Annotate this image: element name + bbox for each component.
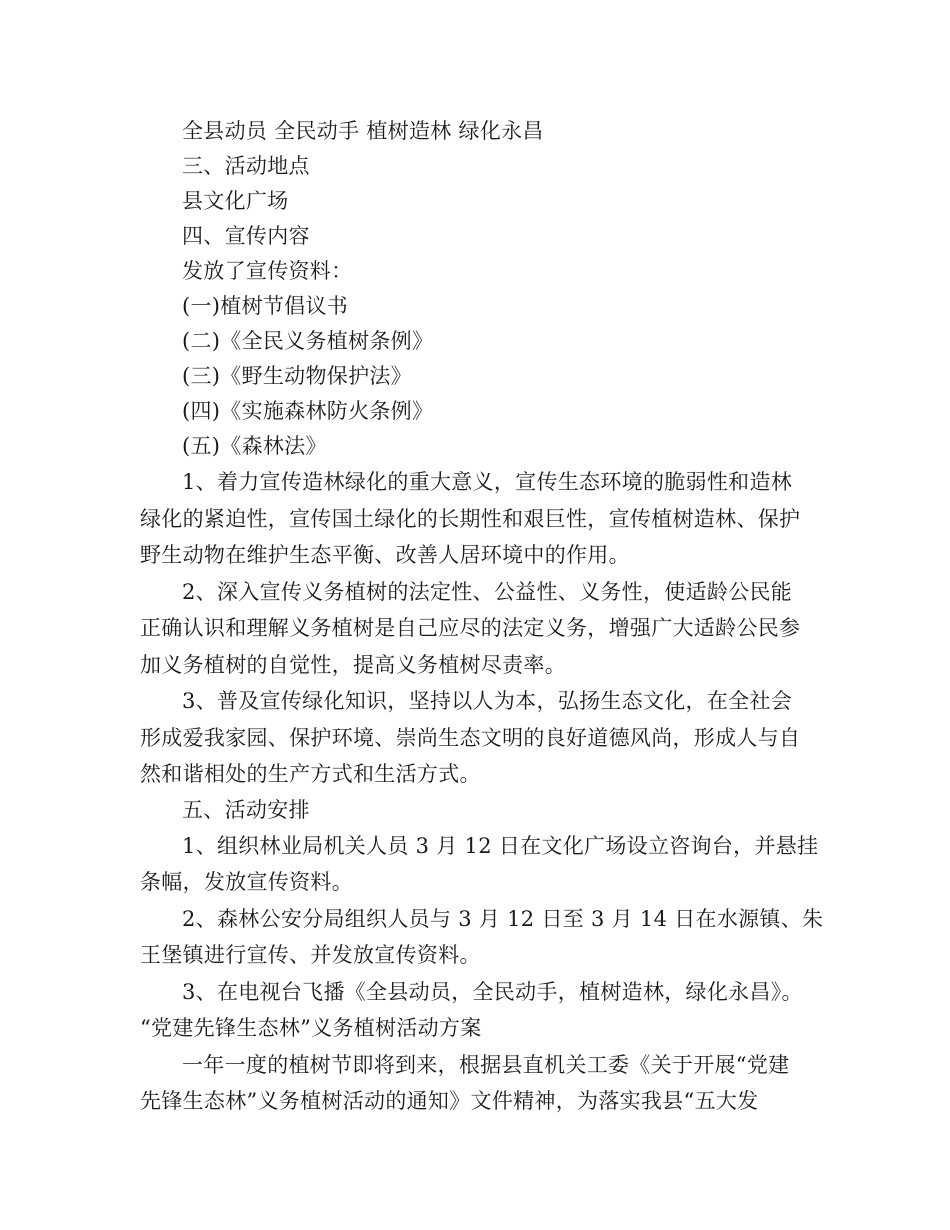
- paragraph-line: 1、着力宣传造林绿化的重大意义，宣传生态环境的脆弱性和造林: [182, 470, 793, 494]
- document-page: [140, 114, 824, 1120]
- paragraph-line: 然和谐相处的生产方式和生活方式。: [140, 762, 481, 786]
- paragraph-line: 正确认识和理解义务植树是自己应尽的法定义务，增强广大适龄公民参: [140, 616, 801, 640]
- paragraph-line: 3、普及宣传绿化知识，坚持以人为本，弘扬生态文化，在全社会: [182, 689, 793, 713]
- section-heading-content: 四、宣传内容: [182, 224, 310, 248]
- slogan-line: 全县动员 全民动手 植树造林 绿化永昌: [182, 119, 544, 143]
- paragraph-arrange-2: [140, 901, 824, 974]
- paragraph-line: 先锋生态林”义务植树活动的通知》文件精神，为落实我县“五大发: [140, 1089, 759, 1113]
- paragraph-arrange-3: [140, 974, 812, 1011]
- paragraph-point-1: [140, 464, 812, 574]
- material-item: (四)《实施森林防火条例》: [182, 399, 434, 423]
- document-title: “党建先锋生态林”义务植树活动方案: [140, 1016, 482, 1040]
- paragraph-line: 绿化的紧迫性，宣传国土绿化的长期性和艰巨性，宣传植树造林、保护: [140, 506, 801, 531]
- material-item: (二)《全民义务植树条例》: [182, 329, 434, 353]
- paragraph-line: 2、森林公安分局组织人员与 3 月 12 日至 3 月 14 日在水源镇、朱: [182, 906, 824, 931]
- paragraph-line: 3、在电视台飞播《全县动员，全民动手，植树造林，绿化永昌》。: [182, 979, 803, 1004]
- material-item: (一)植树节倡议书: [182, 294, 349, 318]
- paragraph-point-2: [140, 574, 812, 684]
- paragraph-point-3: [140, 683, 812, 793]
- paragraph-arrange-1: [140, 828, 819, 901]
- paragraph-line: 野生动物在维护生态平衡、改善人居环境中的作用。: [140, 543, 630, 567]
- location-text: 县文化广场: [182, 189, 289, 213]
- paragraph-intro: [140, 1047, 812, 1120]
- paragraph-line: 加义务植树的自觉性，提高义务植树尽责率。: [140, 652, 566, 677]
- paragraph-line: 1、组织林业局机关人员 3 月 12 日在文化广场设立咨询台，并悬挂: [182, 833, 819, 858]
- materials-intro: 发放了宣传资料：: [182, 259, 353, 283]
- material-item: (三)《野生动物保护法》: [182, 364, 412, 388]
- paragraph-line: 一年一度的植树节即将到来，根据县直机关工委《关于开展“党建: [182, 1052, 790, 1077]
- paragraph-line: 王堡镇进行宣传、并发放宣传资料。: [140, 943, 481, 967]
- section-heading-location: 三、活动地点: [182, 154, 310, 178]
- paragraph-line: 2、深入宣传义务植树的法定性、公益性、义务性，使适龄公民能: [182, 579, 793, 604]
- material-item: (五)《森林法》: [182, 434, 327, 458]
- paragraph-line: 形成爱我家园、保护环境、崇尚生态文明的良好道德风尚，形成人与自: [140, 725, 801, 750]
- next-section-title: [140, 1010, 812, 1047]
- section-heading-arrangement: 五、活动安排: [182, 797, 310, 822]
- paragraph-line: 条幅，发放宣传资料。: [140, 870, 353, 894]
